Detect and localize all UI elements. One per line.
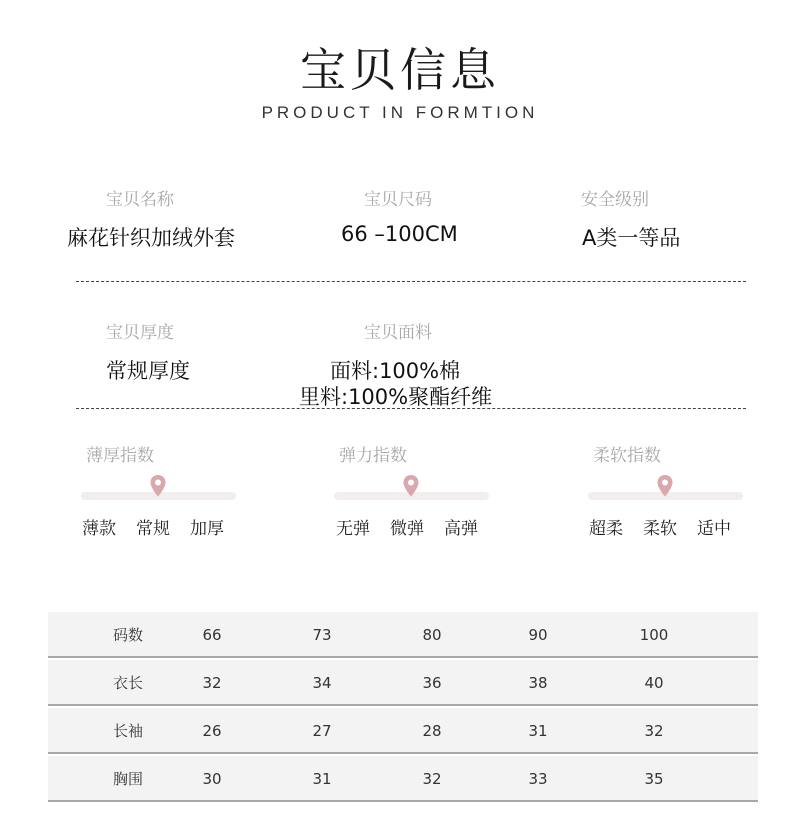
table-cell: 36 <box>422 674 442 692</box>
table-cell: 32 <box>422 770 442 788</box>
softness-option-soft: 柔软 <box>643 519 677 539</box>
elasticity-index-label: 弹力指数 <box>339 446 407 466</box>
page-title: 宝贝信息 <box>300 43 500 97</box>
table-row-header: 长袖 <box>112 722 143 740</box>
location-pin-icon <box>656 474 674 498</box>
thickness-option-regular: 常规 <box>136 519 170 539</box>
elasticity-option-high: 高弹 <box>444 519 478 539</box>
softness-index-label: 柔软指数 <box>593 446 661 466</box>
fabric-lining-value: 里料:100%聚酯纤维 <box>299 385 493 409</box>
safety-level-value: A类一等品 <box>582 226 681 250</box>
table-row-header: 码数 <box>112 626 143 644</box>
table-row <box>48 612 758 658</box>
table-cell: 40 <box>644 674 664 692</box>
thickness-option-thick: 加厚 <box>190 519 224 539</box>
table-cell: 90 <box>528 626 548 644</box>
table-cell: 27 <box>312 722 332 740</box>
table-cell: 31 <box>312 770 332 788</box>
table-row-header: 衣长 <box>112 674 143 692</box>
table-cell: 35 <box>644 770 664 788</box>
elasticity-option-slight: 微弹 <box>390 519 424 539</box>
softness-option-super-soft: 超柔 <box>589 519 623 539</box>
thickness-option-thin: 薄款 <box>82 519 116 539</box>
location-pin-icon <box>149 474 167 498</box>
table-row <box>48 660 758 706</box>
safety-level-label: 安全级别 <box>581 190 649 210</box>
fabric-outer-value: 面料:100%棉 <box>330 359 461 383</box>
fabric-label: 宝贝面料 <box>364 323 432 343</box>
table-row <box>48 756 758 802</box>
softness-option-moderate: 适中 <box>697 519 731 539</box>
table-cell: 100 <box>639 626 669 644</box>
thickness-value: 常规厚度 <box>106 359 190 383</box>
table-cell: 32 <box>202 674 222 692</box>
thickness-index-label: 薄厚指数 <box>86 446 154 466</box>
table-cell: 31 <box>528 722 548 740</box>
product-name-label: 宝贝名称 <box>106 190 174 210</box>
table-cell: 80 <box>422 626 442 644</box>
page-subtitle: PRODUCT IN FORMTION <box>261 103 539 122</box>
divider-2 <box>76 408 746 409</box>
table-cell: 32 <box>644 722 664 740</box>
location-pin-icon <box>402 474 420 498</box>
product-name-value: 麻花针织加绒外套 <box>67 226 235 250</box>
table-cell: 33 <box>528 770 548 788</box>
table-row-header: 胸围 <box>112 770 143 788</box>
divider-1 <box>76 281 746 282</box>
elasticity-option-none: 无弹 <box>336 519 370 539</box>
table-cell: 66 <box>202 626 222 644</box>
table-cell: 73 <box>312 626 332 644</box>
table-cell: 30 <box>202 770 222 788</box>
thickness-label: 宝贝厚度 <box>106 323 174 343</box>
product-size-value: 66 –100CM <box>341 222 458 246</box>
product-size-label: 宝贝尺码 <box>364 190 432 210</box>
table-cell: 26 <box>202 722 222 740</box>
table-cell: 28 <box>422 722 442 740</box>
table-row <box>48 708 758 754</box>
table-cell: 34 <box>312 674 332 692</box>
table-cell: 38 <box>528 674 548 692</box>
